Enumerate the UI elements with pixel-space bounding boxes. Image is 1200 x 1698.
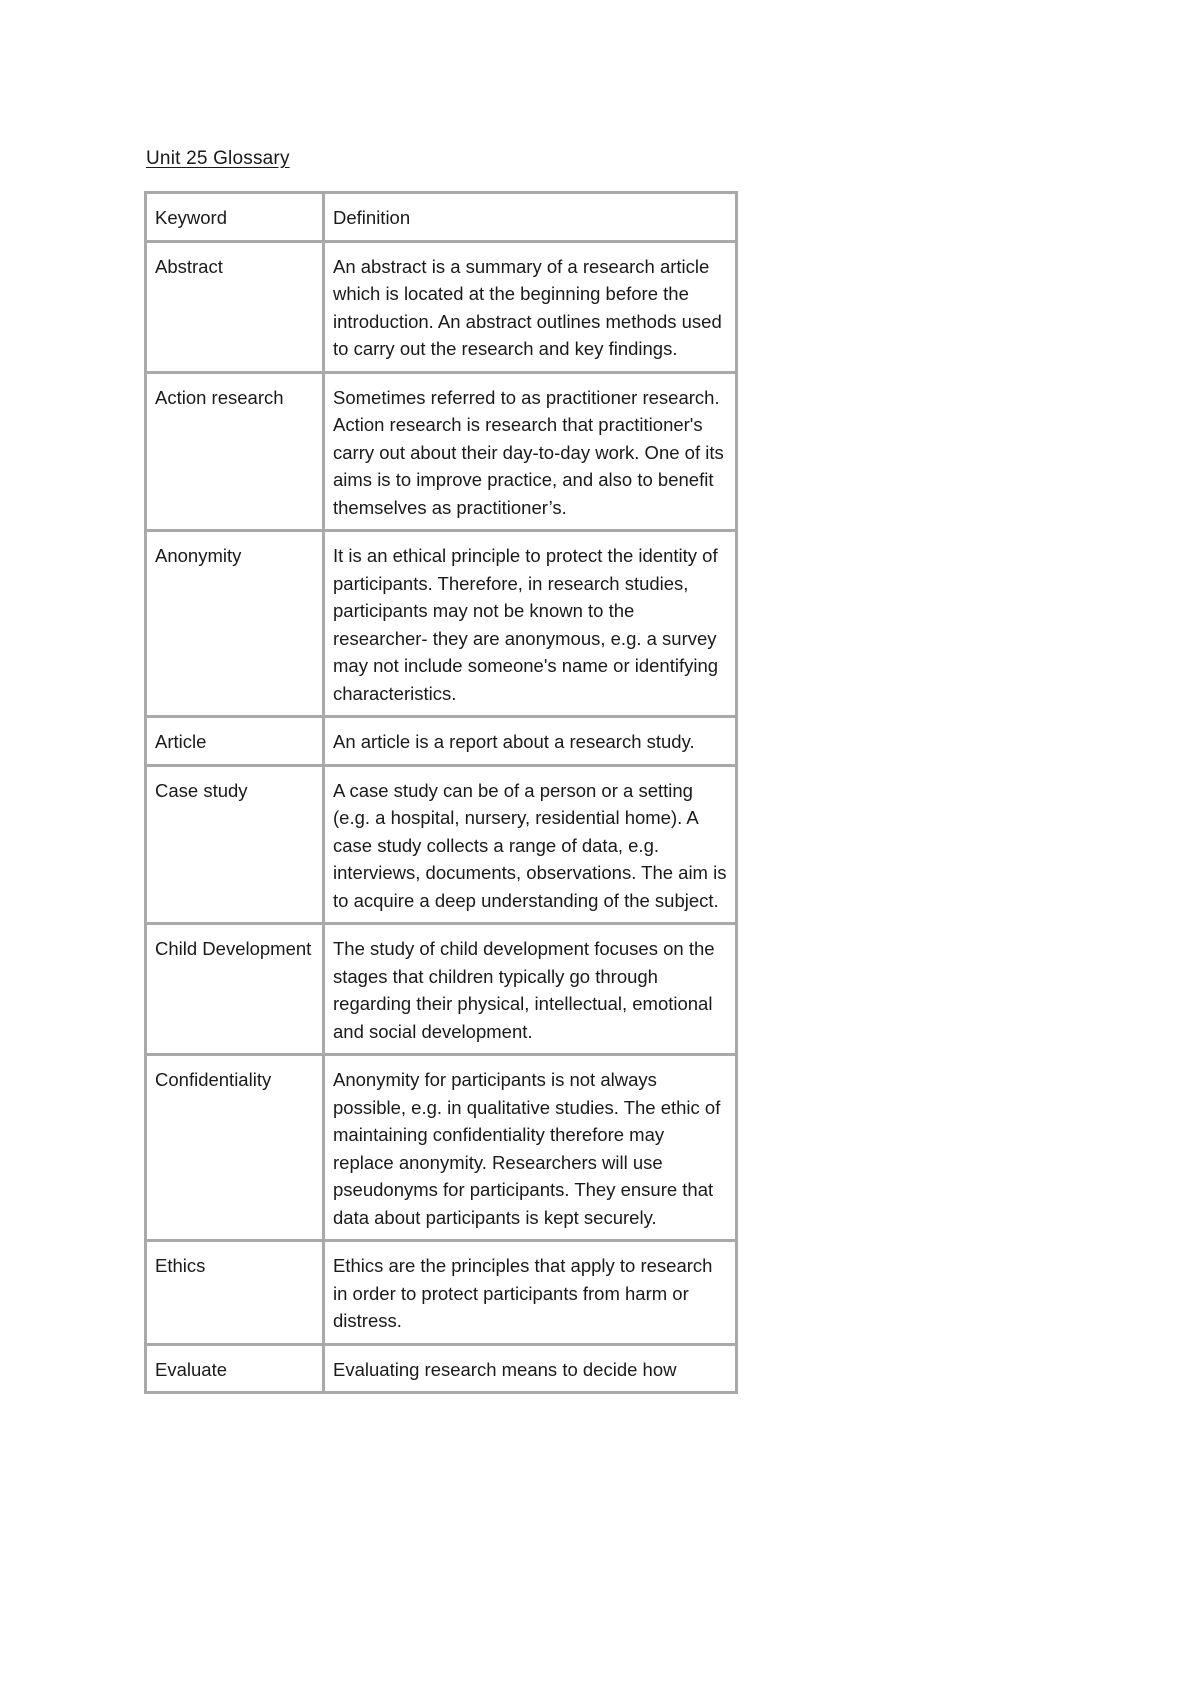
table-row — [146, 765, 737, 924]
glossary-table — [144, 191, 738, 1394]
table-header-row — [146, 193, 737, 242]
page-title: Unit 25 Glossary — [146, 148, 290, 169]
definition-cell: A case study can be of a person or a setting (e.g. a hospital, nursery, residential home). A case study collects a range of data, e.g. interviews, documents, observations. The aim is to acquire a deep understanding of the subject. — [324, 765, 737, 924]
header-keyword: Keyword — [146, 193, 324, 242]
table-row — [146, 1344, 737, 1393]
table-row — [146, 717, 737, 766]
definition-cell: Sometimes referred to as practitioner research. Action research is research that practitioner's carry out about their day-to-day work. One of its aims is to improve practice, and also to benefit themselves as practitioner’s. — [324, 372, 737, 531]
definition-cell: Evaluating research means to decide how — [324, 1344, 737, 1393]
keyword-cell: Ethics — [146, 1241, 324, 1345]
definition-cell: Anonymity for participants is not always possible, e.g. in qualitative studies. The ethic of maintaining confidentiality therefore may replace anonymity. Researchers will use pseudonyms for participants. They ensure that data about participants is kept securely. — [324, 1055, 737, 1241]
keyword-cell: Abstract — [146, 241, 324, 372]
header-definition: Definition — [324, 193, 737, 242]
table-row — [146, 1241, 737, 1345]
keyword-cell: Confidentiality — [146, 1055, 324, 1241]
keyword-cell: Child Development — [146, 924, 324, 1055]
definition-cell: It is an ethical principle to protect the identity of participants. Therefore, in research studies, participants may not be known to the researcher- they are anonymous, e.g. a survey may not include someone's name or identifying characteristics. — [324, 531, 737, 717]
definition-cell: An article is a report about a research study. — [324, 717, 737, 766]
keyword-cell: Evaluate — [146, 1344, 324, 1393]
definition-cell: Ethics are the principles that apply to research in order to protect participants from harm or distress. — [324, 1241, 737, 1345]
table-row — [146, 531, 737, 717]
keyword-cell: Action research — [146, 372, 324, 531]
definition-cell: The study of child development focuses on the stages that children typically go through regarding their physical, intellectual, emotional and social development. — [324, 924, 737, 1055]
definition-cell: An abstract is a summary of a research article which is located at the beginning before the introduction. An abstract outlines methods used to carry out the research and key findings. — [324, 241, 737, 372]
keyword-cell: Anonymity — [146, 531, 324, 717]
keyword-cell: Case study — [146, 765, 324, 924]
table-row — [146, 924, 737, 1055]
table-row — [146, 1055, 737, 1241]
keyword-cell: Article — [146, 717, 324, 766]
table-row — [146, 372, 737, 531]
table-row — [146, 241, 737, 372]
